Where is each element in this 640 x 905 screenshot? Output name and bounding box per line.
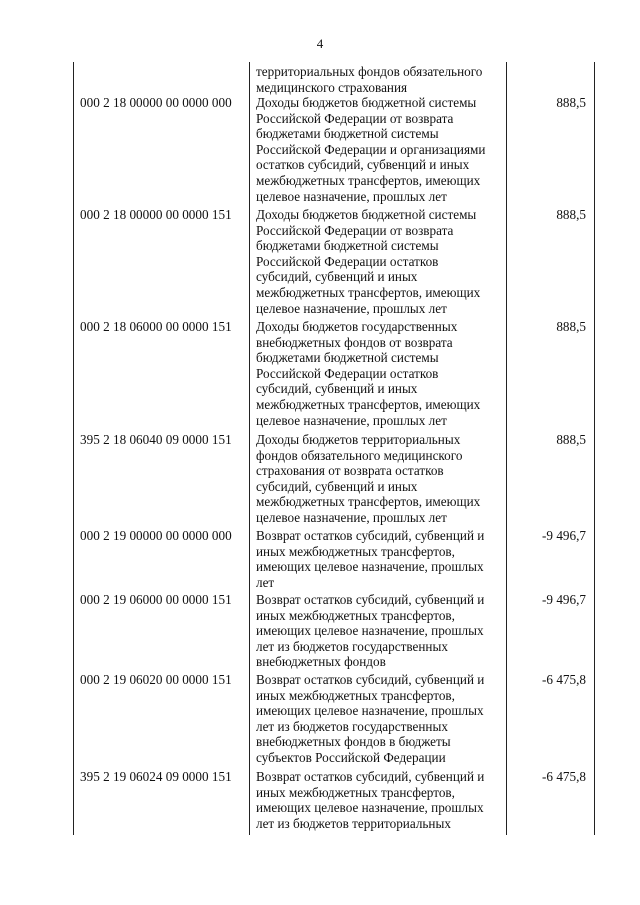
text-line: имеющих целевое назначение, прошлых	[256, 703, 484, 719]
text-line: внебюджетных фондов от возврата	[256, 334, 453, 350]
text-line: территориальных фондов обязательного	[256, 64, 483, 79]
text-line: бюджетами бюджетной системы	[256, 350, 439, 366]
text-line: межбюджетных трансфертов, имеющих	[256, 284, 481, 300]
text-line: бюджетами бюджетной системы	[256, 238, 439, 254]
text-line: целевое назначение, прошлых лет	[256, 300, 447, 316]
text-line: страхования от возврата остатков	[256, 463, 444, 479]
text-line: Российской Федерации и организациями	[256, 141, 486, 157]
amount: -6 475,8	[542, 769, 586, 784]
text-line: целевое назначение, прошлых лет	[256, 412, 447, 428]
income-name	[256, 95, 506, 204]
income-name	[256, 592, 506, 670]
text-line: Российской Федерации остатков	[256, 365, 439, 381]
text-line: целевое назначение, прошлых лет	[256, 509, 447, 525]
text-line: лет из бюджетов территориальных	[256, 815, 451, 831]
text-line: медицинского страхования	[256, 79, 408, 95]
text-line: Возврат остатков субсидий, субвенций и	[256, 769, 485, 784]
amount: -6 475,8	[542, 672, 586, 687]
amount: 888,5	[556, 432, 586, 447]
column-divider-code	[249, 62, 250, 835]
text-line: иных межбюджетных трансфертов,	[256, 784, 455, 800]
text-line: субсидий, субвенций и иных	[256, 478, 418, 494]
text-line: фондов обязательного медицинского	[256, 447, 463, 463]
column-divider-amount	[506, 62, 507, 835]
text-line: внебюджетных фондов в бюджеты	[256, 734, 451, 750]
budget-code: 000 2 19 00000 00 0000 000	[80, 528, 232, 543]
text-line: имеющих целевое назначение, прошлых	[256, 800, 484, 816]
text-line: иных межбюджетных трансфертов,	[256, 543, 455, 559]
amount: 888,5	[556, 95, 586, 110]
page-number: 4	[316, 36, 324, 51]
text-line: Возврат остатков субсидий, субвенций и	[256, 528, 485, 543]
text-line: иных межбюджетных трансфертов,	[256, 687, 455, 703]
income-name	[256, 769, 506, 831]
text-line: иных межбюджетных трансфертов,	[256, 607, 455, 623]
text-line: межбюджетных трансфертов, имеющих	[256, 494, 481, 510]
text-line: целевое назначение, прошлых лет	[256, 188, 447, 204]
amount: -9 496,7	[542, 592, 586, 607]
text-line: Возврат остатков субсидий, субвенций и	[256, 672, 485, 687]
text-line: остатков субсидий, субвенций и иных	[256, 157, 470, 173]
budget-table	[73, 62, 595, 835]
amount: 888,5	[556, 319, 586, 334]
text-line: лет	[256, 574, 275, 590]
budget-code: 000 2 19 06020 00 0000 151	[80, 672, 232, 687]
text-line: лет из бюджетов государственных	[256, 638, 448, 654]
text-line: внебюджетных фондов	[256, 654, 386, 670]
budget-code: 395 2 19 06024 09 0000 151	[80, 769, 232, 784]
income-name	[256, 432, 506, 526]
text-line: субсидий, субвенций и иных	[256, 381, 418, 397]
text-line: имеющих целевое назначение, прошлых	[256, 623, 484, 639]
amount: -9 496,7	[542, 528, 586, 543]
continuation-text	[256, 64, 506, 95]
text-line: Российской Федерации от возврата	[256, 110, 454, 126]
text-line: лет из бюджетов государственных	[256, 718, 448, 734]
budget-code: 395 2 18 06040 09 0000 151	[80, 432, 232, 447]
text-line: межбюджетных трансфертов, имеющих	[256, 396, 481, 412]
budget-code: 000 2 18 06000 00 0000 151	[80, 319, 232, 334]
text-line: Доходы бюджетов государственных	[256, 319, 458, 334]
text-line: Российской Федерации от возврата	[256, 222, 454, 238]
text-line: Доходы бюджетов бюджетной системы	[256, 207, 477, 222]
budget-code: 000 2 18 00000 00 0000 151	[80, 207, 232, 222]
text-line: Доходы бюджетов территориальных	[256, 432, 461, 447]
income-name	[256, 672, 506, 766]
text-line: Российской Федерации остатков	[256, 253, 439, 269]
amount: 888,5	[556, 207, 586, 222]
text-line: межбюджетных трансфертов, имеющих	[256, 172, 481, 188]
text-line: субсидий, субвенций и иных	[256, 269, 418, 285]
text-line: Доходы бюджетов бюджетной системы	[256, 95, 477, 110]
text-line: Возврат остатков субсидий, субвенций и	[256, 592, 485, 607]
budget-code: 000 2 19 06000 00 0000 151	[80, 592, 232, 607]
text-line: субъектов Российской Федерации	[256, 749, 446, 765]
budget-code: 000 2 18 00000 00 0000 000	[80, 95, 232, 110]
income-name	[256, 319, 506, 428]
text-line: имеющих целевое назначение, прошлых	[256, 559, 484, 575]
income-name	[256, 528, 506, 590]
text-line: бюджетами бюджетной системы	[256, 126, 439, 142]
income-name	[256, 207, 506, 316]
